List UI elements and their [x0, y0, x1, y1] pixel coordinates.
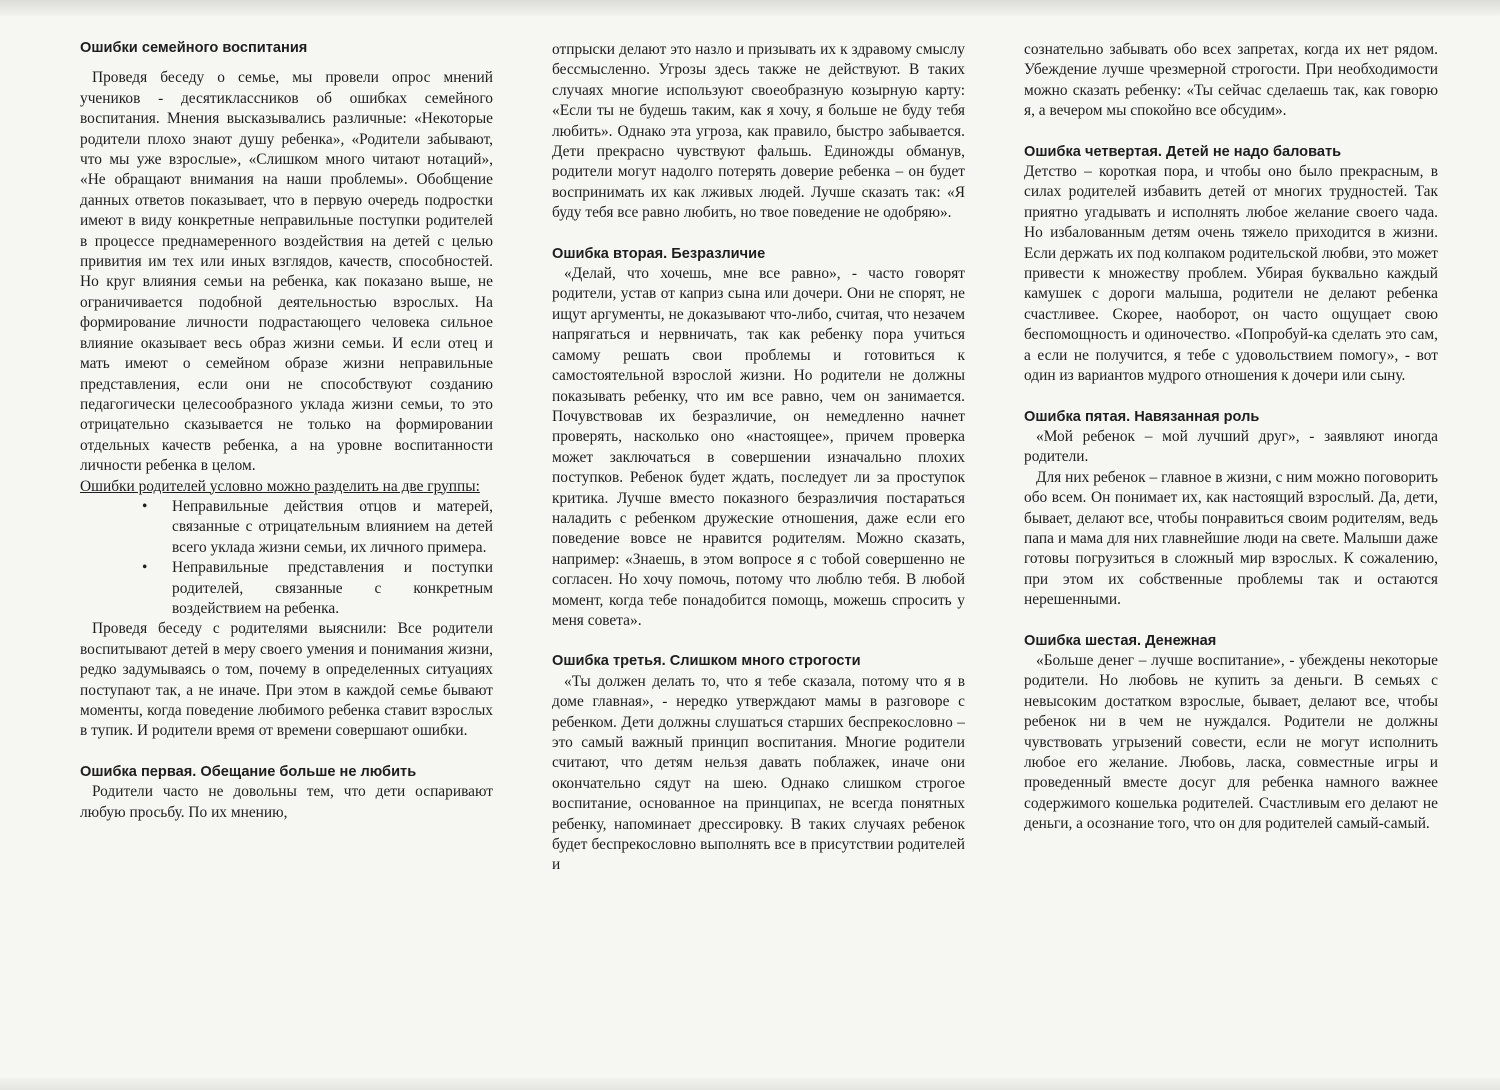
column-middle: [552, 40, 965, 1080]
error-1-text: Родители часто не довольны тем, что дети оспаривают любую просьбу. По их мнению,: [80, 783, 493, 821]
parents-talk-paragraph: Проведя беседу с родителями выяснили: Все родители воспитывают детей в меру своего умения и понимания жизни, редко задумываясь о том, почему в определенных ситуациях поступают так, а не иначе. При этом в каждой семье бывают моменты, когда поведение любимого ребенка ставит взрослых в тупик. И родители время от времени совершают ошибки.: [80, 620, 493, 740]
column-right: [1024, 40, 1438, 1080]
groups-intro: Ошибки родителей условно можно разделить на две группы:: [80, 477, 480, 495]
error-6-heading: Ошибка шестая. Денежная: [1024, 632, 1217, 649]
scan-top-edge: [0, 0, 1500, 16]
error-1-continued: отпрыски делают это назло и призывать их к здравому смыслу бессмысленно. Угрозы здесь также не действуют. В таких случаях многие используют своеобразную козырную карту: «Если ты не будешь таким, как я хочу, я больше не буду тебя любить». Однако эта угроза, как правило, быстро забывается. Дети прекрасно чувствуют фальшь. Единожды обманув, родители могут надолго потерять доверие ребенка – он будет воспринимать их как лживых людей. Лучше сказать так: «Я буду тебя все равно любить, но твое поведение не одобряю».: [552, 41, 965, 222]
error-2-heading: Ошибка вторая. Безразличие: [552, 245, 766, 262]
error-3-heading: Ошибка третья. Слишком много строгости: [552, 653, 861, 670]
error-5-text-1: «Мой ребенок – мой лучший друг», - заявляют иногда родители.: [1024, 427, 1438, 466]
error-1-heading: Ошибка первая. Обещание больше не любить: [80, 763, 417, 780]
error-4-text: Детство – короткая пора, и чтобы оно было прекрасным, в силах родителей избавить детей от многих трудностей. Так приятно угадывать и исполнять любое желание своего чада. Но избалованным детям очень тяжело приходится в жизни. Если держать их под колпаком родительской любви, это может привести к множеству проблем. Убирая буквально каждый камушек с дороги малыша, родители не делают ребенка счастливее. Скорее, наоборот, он часто ощущает свою беспомощность и одиночество. «Попробуй-ка сделать это сам, а если не получится, я тебе с удовольствием помогу», - вот один из вариантов мудрого отношения к дочери или сыну.: [1024, 163, 1438, 385]
error-3-continued: сознательно забывать обо всех запретах, когда их нет рядом. Убеждение лучше чрезмерной строгости. При необходимости можно сказать ребенку: «Ты сейчас сделаешь так, как говорю я, а вечером мы спокойно все обсудим».: [1024, 41, 1438, 120]
list-item: • Неправильные действия отцов и матерей, связанные с отрицательным влиянием на детей всего уклада жизни семьи, их личного примера.: [172, 497, 493, 558]
error-5-heading: Ошибка пятая. Навязанная роль: [1024, 408, 1260, 425]
document-title: Ошибки семейного воспитания: [80, 40, 308, 56]
error-4-heading: Ошибка четвертая. Детей не надо баловать: [1024, 143, 1342, 160]
error-5-text-2: Для них ребенок – главное в жизни, с ним можно поговорить обо всем. Он понимает их, как настоящий взрослый. Да, дети, бывает, делают все, чтобы понравиться своим родителям, ведь папа и мама для них главнейшие люди на свете. Малыши даже готовы погрузиться в сложный мир взрослых. К сожалению, при этом их собственные проблемы так и остаются нерешенными.: [1024, 468, 1438, 609]
list-item: • Неправильные представления и поступки родителей, связанные с конкретным воздействием на ребенка.: [172, 558, 493, 619]
scan-bottom-edge: [0, 1078, 1500, 1090]
error-6-text: «Больше денег – лучше воспитание», - убеждены некоторые родители. Но любовь не купить за деньги. В семьях с невысоким достатком взрослые, бывает, делают все, чтобы ребенок ни в чем не нуждался. Родители не должны чувствовать угрызений совести, если не могут исполнить любое его желание. Любовь, ласка, совместные игры и проведенный вместе досуг для ребенка намного важнее содержимого кошелька родителей. Счастливым его делают не деньги, а осознание того, что он для родителей самый-самый.: [1024, 651, 1438, 833]
error-2-text: «Делай, что хочешь, мне все равно», - часто говорят родители, устав от каприз сына или дочери. Они не спорят, не ищут аргументы, не доказывают что-либо, считая, что незачем напрягаться и нервничать, так как ребенку пора учиться самому решать свои проблемы и готовиться к самостоятельной взрослой жизни. Но родители не должны показывать ребенку, что им все равно, чем он занимается. Почувствовав их безразличие, он немедленно начнет проверять, насколько оно «настоящее», причем проверка может заключаться в совершении изначально плохих поступков. Ребенок будет ждать, последует ли за проступок критика. Лучше вместо показного безразличия постараться наладить с ребенком дружеские отношения, даже если его поведение вовсе не нравится родителям. Можно сказать, например: «Знаешь, в этом вопросе я с тобой совершенно не согласен. Но хочу помочь, потому что люблю тебя. В любой момент, когда тебе понадобится помощь, можешь спросить у меня совета».: [552, 265, 965, 629]
error-groups-list: [80, 497, 493, 619]
column-left: [80, 38, 493, 1078]
error-3-text: «Ты должен делать то, что я тебе сказала, потому что я в доме главная», - нередко утверждают мамы в разговоре с ребенком. Дети должны слушаться старших беспрекословно – это самый важный принцип воспитания. Многие родители считают, что детям нельзя давать поблажек, иначе они окончательно сядут на шею. Однако слишком строгое воспитание, основанное на принципах, не всегда понятных ребенку, напоминает дрессировку. В таких случаях ребенок будет беспрекословно выполнять все в присутствии родителей и: [552, 672, 965, 874]
intro-paragraph: Проведя беседу о семье, мы провели опрос мнений учеников - десятиклассников об ошибках семейного воспитания. Мнения высказывались различные: «Некоторые родители плохо знают душу ребенка», «Родители забывают, что мы уже взрослые», «Слишком много читают нотаций», «Не обращают внимания на наши проблемы». Обобщение данных ответов показывает, что в первую очередь подростки имеют в виду конкретные неправильные поступки родителей в процессе преднамеренного воздействия на детей с целью привития им тех или иных взглядов, качеств, способностей. Но круг влияния семьи на ребенка, как показано выше, не ограничивается подобной деятельностью взрослых. На формирование личности подрастающего человека сильное влияние оказывает весь образ жизни семьи. И если отец и мать имеют о семейном образе жизни неправильные представления, если они не способствуют созданию педагогически целесообразного уклада жизни семьи, то это отрицательно сказывается не только на формировании отдельных качеств ребенка, а на уровне воспитанности личности ребенка в целом.: [80, 69, 493, 475]
